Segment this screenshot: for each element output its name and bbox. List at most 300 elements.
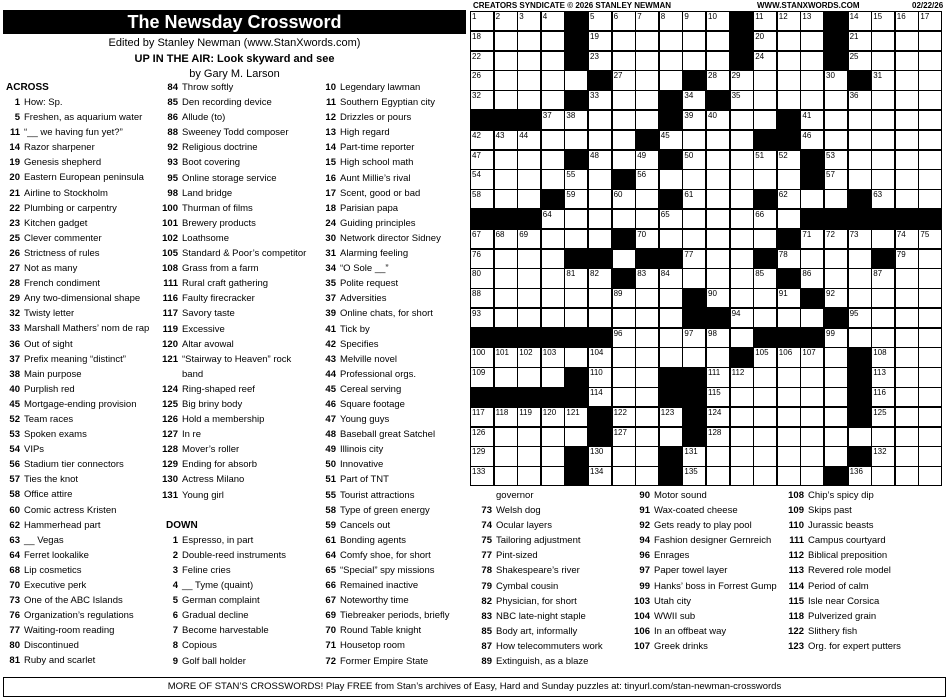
grid-cell[interactable] bbox=[918, 169, 942, 189]
grid-cell[interactable] bbox=[659, 209, 683, 229]
grid-cell[interactable] bbox=[682, 169, 706, 189]
grid-cell[interactable] bbox=[588, 268, 612, 288]
grid-cell[interactable] bbox=[777, 446, 801, 466]
grid-cell[interactable] bbox=[659, 268, 683, 288]
grid-cell[interactable] bbox=[918, 407, 942, 427]
grid-cell[interactable] bbox=[871, 130, 895, 150]
grid-cell[interactable] bbox=[541, 249, 565, 269]
grid-cell[interactable] bbox=[895, 249, 919, 269]
grid-cell[interactable] bbox=[494, 229, 518, 249]
grid-cell[interactable] bbox=[753, 110, 777, 130]
grid-cell[interactable] bbox=[564, 288, 588, 308]
grid-cell[interactable] bbox=[588, 466, 612, 486]
grid-cell[interactable] bbox=[871, 328, 895, 348]
grid-cell[interactable] bbox=[706, 367, 730, 387]
grid-cell[interactable] bbox=[918, 466, 942, 486]
grid-cell[interactable] bbox=[730, 367, 754, 387]
grid-cell[interactable] bbox=[682, 150, 706, 170]
grid-cell[interactable] bbox=[494, 466, 518, 486]
grid-cell[interactable] bbox=[659, 31, 683, 51]
grid-cell[interactable] bbox=[918, 328, 942, 348]
grid-cell[interactable] bbox=[753, 288, 777, 308]
grid-cell[interactable] bbox=[800, 427, 824, 447]
grid-cell[interactable] bbox=[541, 446, 565, 466]
grid-cell[interactable] bbox=[706, 466, 730, 486]
grid-cell[interactable] bbox=[918, 427, 942, 447]
grid-cell[interactable] bbox=[494, 268, 518, 288]
grid-cell[interactable] bbox=[612, 446, 636, 466]
grid-cell[interactable] bbox=[895, 288, 919, 308]
grid-cell[interactable] bbox=[777, 347, 801, 367]
grid-cell[interactable] bbox=[777, 31, 801, 51]
grid-cell[interactable] bbox=[848, 130, 872, 150]
grid-cell[interactable] bbox=[494, 407, 518, 427]
grid-cell[interactable] bbox=[918, 308, 942, 328]
grid-cell[interactable] bbox=[706, 347, 730, 367]
grid-cell[interactable] bbox=[659, 11, 683, 31]
grid-cell[interactable] bbox=[612, 70, 636, 90]
grid-cell[interactable] bbox=[730, 70, 754, 90]
grid-cell[interactable] bbox=[871, 169, 895, 189]
grid-cell[interactable] bbox=[895, 466, 919, 486]
grid-cell[interactable] bbox=[541, 268, 565, 288]
grid-cell[interactable] bbox=[918, 387, 942, 407]
grid-cell[interactable] bbox=[494, 288, 518, 308]
grid-cell[interactable] bbox=[753, 308, 777, 328]
grid-cell[interactable] bbox=[871, 189, 895, 209]
grid-cell[interactable] bbox=[777, 407, 801, 427]
grid-cell[interactable] bbox=[800, 70, 824, 90]
grid-cell[interactable] bbox=[895, 328, 919, 348]
grid-cell[interactable] bbox=[895, 446, 919, 466]
grid-cell[interactable] bbox=[659, 130, 683, 150]
grid-cell[interactable] bbox=[564, 169, 588, 189]
grid-cell[interactable] bbox=[541, 11, 565, 31]
grid-cell[interactable] bbox=[895, 11, 919, 31]
grid-cell[interactable] bbox=[730, 328, 754, 348]
grid-cell[interactable] bbox=[848, 229, 872, 249]
grid-cell[interactable] bbox=[777, 11, 801, 31]
grid-cell[interactable] bbox=[682, 229, 706, 249]
grid-cell[interactable] bbox=[800, 387, 824, 407]
grid-cell[interactable] bbox=[659, 288, 683, 308]
grid-cell[interactable] bbox=[895, 229, 919, 249]
grid-cell[interactable] bbox=[871, 150, 895, 170]
grid-cell[interactable] bbox=[824, 249, 848, 269]
grid-cell[interactable] bbox=[517, 367, 541, 387]
grid-cell[interactable] bbox=[494, 189, 518, 209]
grid-cell[interactable] bbox=[918, 110, 942, 130]
grid-cell[interactable] bbox=[517, 288, 541, 308]
grid-cell[interactable] bbox=[777, 189, 801, 209]
grid-cell[interactable] bbox=[800, 446, 824, 466]
grid-cell[interactable] bbox=[848, 150, 872, 170]
grid-cell[interactable] bbox=[494, 11, 518, 31]
grid-cell[interactable] bbox=[730, 169, 754, 189]
grid-cell[interactable] bbox=[635, 110, 659, 130]
grid-cell[interactable] bbox=[753, 11, 777, 31]
grid-cell[interactable] bbox=[470, 90, 494, 110]
grid-cell[interactable] bbox=[517, 51, 541, 71]
grid-cell[interactable] bbox=[871, 367, 895, 387]
grid-cell[interactable] bbox=[871, 407, 895, 427]
grid-cell[interactable] bbox=[517, 70, 541, 90]
grid-cell[interactable] bbox=[706, 51, 730, 71]
grid-cell[interactable] bbox=[541, 288, 565, 308]
grid-cell[interactable] bbox=[848, 466, 872, 486]
grid-cell[interactable] bbox=[918, 11, 942, 31]
grid-cell[interactable] bbox=[494, 446, 518, 466]
grid-cell[interactable] bbox=[777, 90, 801, 110]
grid-cell[interactable] bbox=[706, 229, 730, 249]
grid-cell[interactable] bbox=[895, 347, 919, 367]
grid-cell[interactable] bbox=[541, 209, 565, 229]
grid-cell[interactable] bbox=[800, 130, 824, 150]
grid-cell[interactable] bbox=[517, 31, 541, 51]
grid-cell[interactable] bbox=[706, 130, 730, 150]
grid-cell[interactable] bbox=[682, 328, 706, 348]
grid-cell[interactable] bbox=[635, 51, 659, 71]
grid-cell[interactable] bbox=[470, 308, 494, 328]
grid-cell[interactable] bbox=[706, 110, 730, 130]
grid-cell[interactable] bbox=[871, 90, 895, 110]
grid-cell[interactable] bbox=[706, 288, 730, 308]
grid-cell[interactable] bbox=[612, 367, 636, 387]
grid-cell[interactable] bbox=[635, 387, 659, 407]
grid-cell[interactable] bbox=[730, 407, 754, 427]
grid-cell[interactable] bbox=[895, 110, 919, 130]
grid-cell[interactable] bbox=[706, 446, 730, 466]
grid-cell[interactable] bbox=[494, 367, 518, 387]
grid-cell[interactable] bbox=[871, 229, 895, 249]
grid-cell[interactable] bbox=[635, 407, 659, 427]
grid-cell[interactable] bbox=[564, 70, 588, 90]
grid-cell[interactable] bbox=[871, 70, 895, 90]
grid-cell[interactable] bbox=[635, 347, 659, 367]
crossword-grid[interactable] bbox=[470, 11, 942, 486]
grid-cell[interactable] bbox=[895, 268, 919, 288]
grid-cell[interactable] bbox=[612, 150, 636, 170]
grid-cell[interactable] bbox=[706, 169, 730, 189]
grid-cell[interactable] bbox=[848, 427, 872, 447]
grid-cell[interactable] bbox=[612, 189, 636, 209]
grid-cell[interactable] bbox=[635, 466, 659, 486]
grid-cell[interactable] bbox=[517, 169, 541, 189]
grid-cell[interactable] bbox=[635, 328, 659, 348]
grid-cell[interactable] bbox=[800, 308, 824, 328]
grid-cell[interactable] bbox=[612, 466, 636, 486]
grid-cell[interactable] bbox=[895, 427, 919, 447]
grid-cell[interactable] bbox=[470, 427, 494, 447]
grid-cell[interactable] bbox=[848, 11, 872, 31]
grid-cell[interactable] bbox=[541, 70, 565, 90]
grid-cell[interactable] bbox=[824, 169, 848, 189]
grid-cell[interactable] bbox=[635, 11, 659, 31]
grid-cell[interactable] bbox=[753, 51, 777, 71]
grid-cell[interactable] bbox=[848, 51, 872, 71]
grid-cell[interactable] bbox=[470, 150, 494, 170]
grid-cell[interactable] bbox=[517, 446, 541, 466]
grid-cell[interactable] bbox=[824, 407, 848, 427]
grid-cell[interactable] bbox=[871, 288, 895, 308]
grid-cell[interactable] bbox=[659, 308, 683, 328]
grid-cell[interactable] bbox=[470, 268, 494, 288]
grid-cell[interactable] bbox=[753, 90, 777, 110]
grid-cell[interactable] bbox=[682, 268, 706, 288]
grid-cell[interactable] bbox=[730, 249, 754, 269]
grid-cell[interactable] bbox=[800, 11, 824, 31]
grid-cell[interactable] bbox=[682, 51, 706, 71]
grid-cell[interactable] bbox=[612, 347, 636, 367]
grid-cell[interactable] bbox=[918, 347, 942, 367]
grid-cell[interactable] bbox=[635, 169, 659, 189]
grid-cell[interactable] bbox=[800, 466, 824, 486]
grid-cell[interactable] bbox=[517, 130, 541, 150]
grid-cell[interactable] bbox=[777, 150, 801, 170]
grid-cell[interactable] bbox=[612, 51, 636, 71]
grid-cell[interactable] bbox=[753, 268, 777, 288]
grid-cell[interactable] bbox=[895, 189, 919, 209]
grid-cell[interactable] bbox=[635, 70, 659, 90]
grid-cell[interactable] bbox=[824, 427, 848, 447]
grid-cell[interactable] bbox=[635, 90, 659, 110]
grid-cell[interactable] bbox=[494, 347, 518, 367]
grid-cell[interactable] bbox=[682, 130, 706, 150]
grid-cell[interactable] bbox=[824, 229, 848, 249]
grid-cell[interactable] bbox=[682, 11, 706, 31]
grid-cell[interactable] bbox=[517, 150, 541, 170]
grid-cell[interactable] bbox=[706, 268, 730, 288]
grid-cell[interactable] bbox=[612, 130, 636, 150]
grid-cell[interactable] bbox=[777, 308, 801, 328]
grid-cell[interactable] bbox=[871, 466, 895, 486]
grid-cell[interactable] bbox=[918, 51, 942, 71]
grid-cell[interactable] bbox=[777, 367, 801, 387]
grid-cell[interactable] bbox=[800, 249, 824, 269]
grid-cell[interactable] bbox=[470, 347, 494, 367]
grid-cell[interactable] bbox=[777, 169, 801, 189]
grid-cell[interactable] bbox=[612, 387, 636, 407]
grid-cell[interactable] bbox=[682, 446, 706, 466]
grid-cell[interactable] bbox=[753, 427, 777, 447]
grid-cell[interactable] bbox=[753, 70, 777, 90]
grid-cell[interactable] bbox=[470, 407, 494, 427]
grid-cell[interactable] bbox=[777, 249, 801, 269]
grid-cell[interactable] bbox=[470, 189, 494, 209]
grid-cell[interactable] bbox=[470, 31, 494, 51]
grid-cell[interactable] bbox=[682, 347, 706, 367]
grid-cell[interactable] bbox=[588, 229, 612, 249]
grid-cell[interactable] bbox=[800, 90, 824, 110]
grid-cell[interactable] bbox=[777, 387, 801, 407]
grid-cell[interactable] bbox=[918, 268, 942, 288]
grid-cell[interactable] bbox=[871, 446, 895, 466]
grid-cell[interactable] bbox=[848, 308, 872, 328]
grid-cell[interactable] bbox=[517, 11, 541, 31]
grid-cell[interactable] bbox=[753, 209, 777, 229]
grid-cell[interactable] bbox=[800, 110, 824, 130]
grid-cell[interactable] bbox=[612, 308, 636, 328]
grid-cell[interactable] bbox=[871, 51, 895, 71]
grid-cell[interactable] bbox=[871, 387, 895, 407]
grid-cell[interactable] bbox=[800, 367, 824, 387]
grid-cell[interactable] bbox=[541, 367, 565, 387]
grid-cell[interactable] bbox=[470, 288, 494, 308]
grid-cell[interactable] bbox=[918, 229, 942, 249]
grid-cell[interactable] bbox=[564, 268, 588, 288]
grid-cell[interactable] bbox=[470, 249, 494, 269]
grid-cell[interactable] bbox=[564, 130, 588, 150]
grid-cell[interactable] bbox=[517, 407, 541, 427]
grid-cell[interactable] bbox=[918, 90, 942, 110]
grid-cell[interactable] bbox=[824, 70, 848, 90]
grid-cell[interactable] bbox=[635, 446, 659, 466]
grid-cell[interactable] bbox=[517, 90, 541, 110]
grid-cell[interactable] bbox=[517, 249, 541, 269]
grid-cell[interactable] bbox=[730, 229, 754, 249]
grid-cell[interactable] bbox=[824, 130, 848, 150]
grid-cell[interactable] bbox=[706, 70, 730, 90]
grid-cell[interactable] bbox=[588, 31, 612, 51]
grid-cell[interactable] bbox=[494, 150, 518, 170]
grid-cell[interactable] bbox=[564, 308, 588, 328]
grid-cell[interactable] bbox=[612, 209, 636, 229]
grid-cell[interactable] bbox=[541, 31, 565, 51]
grid-cell[interactable] bbox=[871, 427, 895, 447]
grid-cell[interactable] bbox=[612, 249, 636, 269]
grid-cell[interactable] bbox=[753, 367, 777, 387]
grid-cell[interactable] bbox=[871, 347, 895, 367]
grid-cell[interactable] bbox=[470, 367, 494, 387]
grid-cell[interactable] bbox=[824, 347, 848, 367]
grid-cell[interactable] bbox=[895, 70, 919, 90]
grid-cell[interactable] bbox=[588, 446, 612, 466]
grid-cell[interactable] bbox=[541, 130, 565, 150]
grid-cell[interactable] bbox=[612, 427, 636, 447]
grid-cell[interactable] bbox=[659, 407, 683, 427]
grid-cell[interactable] bbox=[848, 90, 872, 110]
grid-cell[interactable] bbox=[800, 347, 824, 367]
grid-cell[interactable] bbox=[682, 31, 706, 51]
grid-cell[interactable] bbox=[612, 11, 636, 31]
grid-cell[interactable] bbox=[824, 288, 848, 308]
grid-cell[interactable] bbox=[470, 11, 494, 31]
grid-cell[interactable] bbox=[824, 110, 848, 130]
grid-cell[interactable] bbox=[753, 387, 777, 407]
grid-cell[interactable] bbox=[800, 51, 824, 71]
grid-cell[interactable] bbox=[470, 446, 494, 466]
grid-cell[interactable] bbox=[730, 387, 754, 407]
grid-cell[interactable] bbox=[777, 70, 801, 90]
grid-cell[interactable] bbox=[564, 229, 588, 249]
grid-cell[interactable] bbox=[824, 268, 848, 288]
grid-cell[interactable] bbox=[494, 90, 518, 110]
grid-cell[interactable] bbox=[800, 407, 824, 427]
grid-cell[interactable] bbox=[588, 11, 612, 31]
grid-cell[interactable] bbox=[494, 70, 518, 90]
grid-cell[interactable] bbox=[541, 169, 565, 189]
grid-cell[interactable] bbox=[564, 189, 588, 209]
grid-cell[interactable] bbox=[659, 427, 683, 447]
grid-cell[interactable] bbox=[564, 209, 588, 229]
grid-cell[interactable] bbox=[730, 150, 754, 170]
grid-cell[interactable] bbox=[470, 51, 494, 71]
grid-cell[interactable] bbox=[730, 427, 754, 447]
grid-cell[interactable] bbox=[824, 387, 848, 407]
grid-cell[interactable] bbox=[800, 229, 824, 249]
grid-cell[interactable] bbox=[494, 308, 518, 328]
grid-cell[interactable] bbox=[895, 31, 919, 51]
grid-cell[interactable] bbox=[635, 150, 659, 170]
grid-cell[interactable] bbox=[848, 110, 872, 130]
grid-cell[interactable] bbox=[895, 90, 919, 110]
grid-cell[interactable] bbox=[800, 268, 824, 288]
grid-cell[interactable] bbox=[895, 407, 919, 427]
grid-cell[interactable] bbox=[706, 387, 730, 407]
grid-cell[interactable] bbox=[895, 367, 919, 387]
grid-cell[interactable] bbox=[588, 209, 612, 229]
grid-cell[interactable] bbox=[588, 130, 612, 150]
grid-cell[interactable] bbox=[895, 387, 919, 407]
grid-cell[interactable] bbox=[494, 249, 518, 269]
grid-cell[interactable] bbox=[588, 288, 612, 308]
grid-cell[interactable] bbox=[706, 31, 730, 51]
grid-cell[interactable] bbox=[706, 189, 730, 209]
grid-cell[interactable] bbox=[588, 169, 612, 189]
grid-cell[interactable] bbox=[541, 51, 565, 71]
grid-cell[interactable] bbox=[517, 189, 541, 209]
grid-cell[interactable] bbox=[706, 328, 730, 348]
grid-cell[interactable] bbox=[470, 70, 494, 90]
grid-cell[interactable] bbox=[753, 407, 777, 427]
grid-cell[interactable] bbox=[895, 308, 919, 328]
grid-cell[interactable] bbox=[895, 130, 919, 150]
grid-cell[interactable] bbox=[588, 347, 612, 367]
grid-cell[interactable] bbox=[848, 31, 872, 51]
grid-cell[interactable] bbox=[824, 446, 848, 466]
grid-cell[interactable] bbox=[918, 189, 942, 209]
grid-cell[interactable] bbox=[659, 328, 683, 348]
grid-cell[interactable] bbox=[470, 229, 494, 249]
grid-cell[interactable] bbox=[612, 407, 636, 427]
grid-cell[interactable] bbox=[588, 51, 612, 71]
grid-cell[interactable] bbox=[824, 328, 848, 348]
grid-cell[interactable] bbox=[682, 110, 706, 130]
grid-cell[interactable] bbox=[588, 90, 612, 110]
grid-cell[interactable] bbox=[588, 110, 612, 130]
grid-cell[interactable] bbox=[918, 249, 942, 269]
grid-cell[interactable] bbox=[612, 110, 636, 130]
grid-cell[interactable] bbox=[612, 288, 636, 308]
grid-cell[interactable] bbox=[871, 110, 895, 130]
grid-cell[interactable] bbox=[706, 209, 730, 229]
grid-cell[interactable] bbox=[730, 268, 754, 288]
grid-cell[interactable] bbox=[541, 150, 565, 170]
grid-cell[interactable] bbox=[635, 268, 659, 288]
grid-cell[interactable] bbox=[753, 347, 777, 367]
grid-cell[interactable] bbox=[918, 150, 942, 170]
grid-cell[interactable] bbox=[682, 466, 706, 486]
grid-cell[interactable] bbox=[517, 308, 541, 328]
grid-cell[interactable] bbox=[588, 150, 612, 170]
grid-cell[interactable] bbox=[682, 249, 706, 269]
grid-cell[interactable] bbox=[777, 427, 801, 447]
grid-cell[interactable] bbox=[564, 427, 588, 447]
grid-cell[interactable] bbox=[588, 308, 612, 328]
grid-cell[interactable] bbox=[753, 229, 777, 249]
grid-cell[interactable] bbox=[635, 288, 659, 308]
grid-cell[interactable] bbox=[470, 130, 494, 150]
